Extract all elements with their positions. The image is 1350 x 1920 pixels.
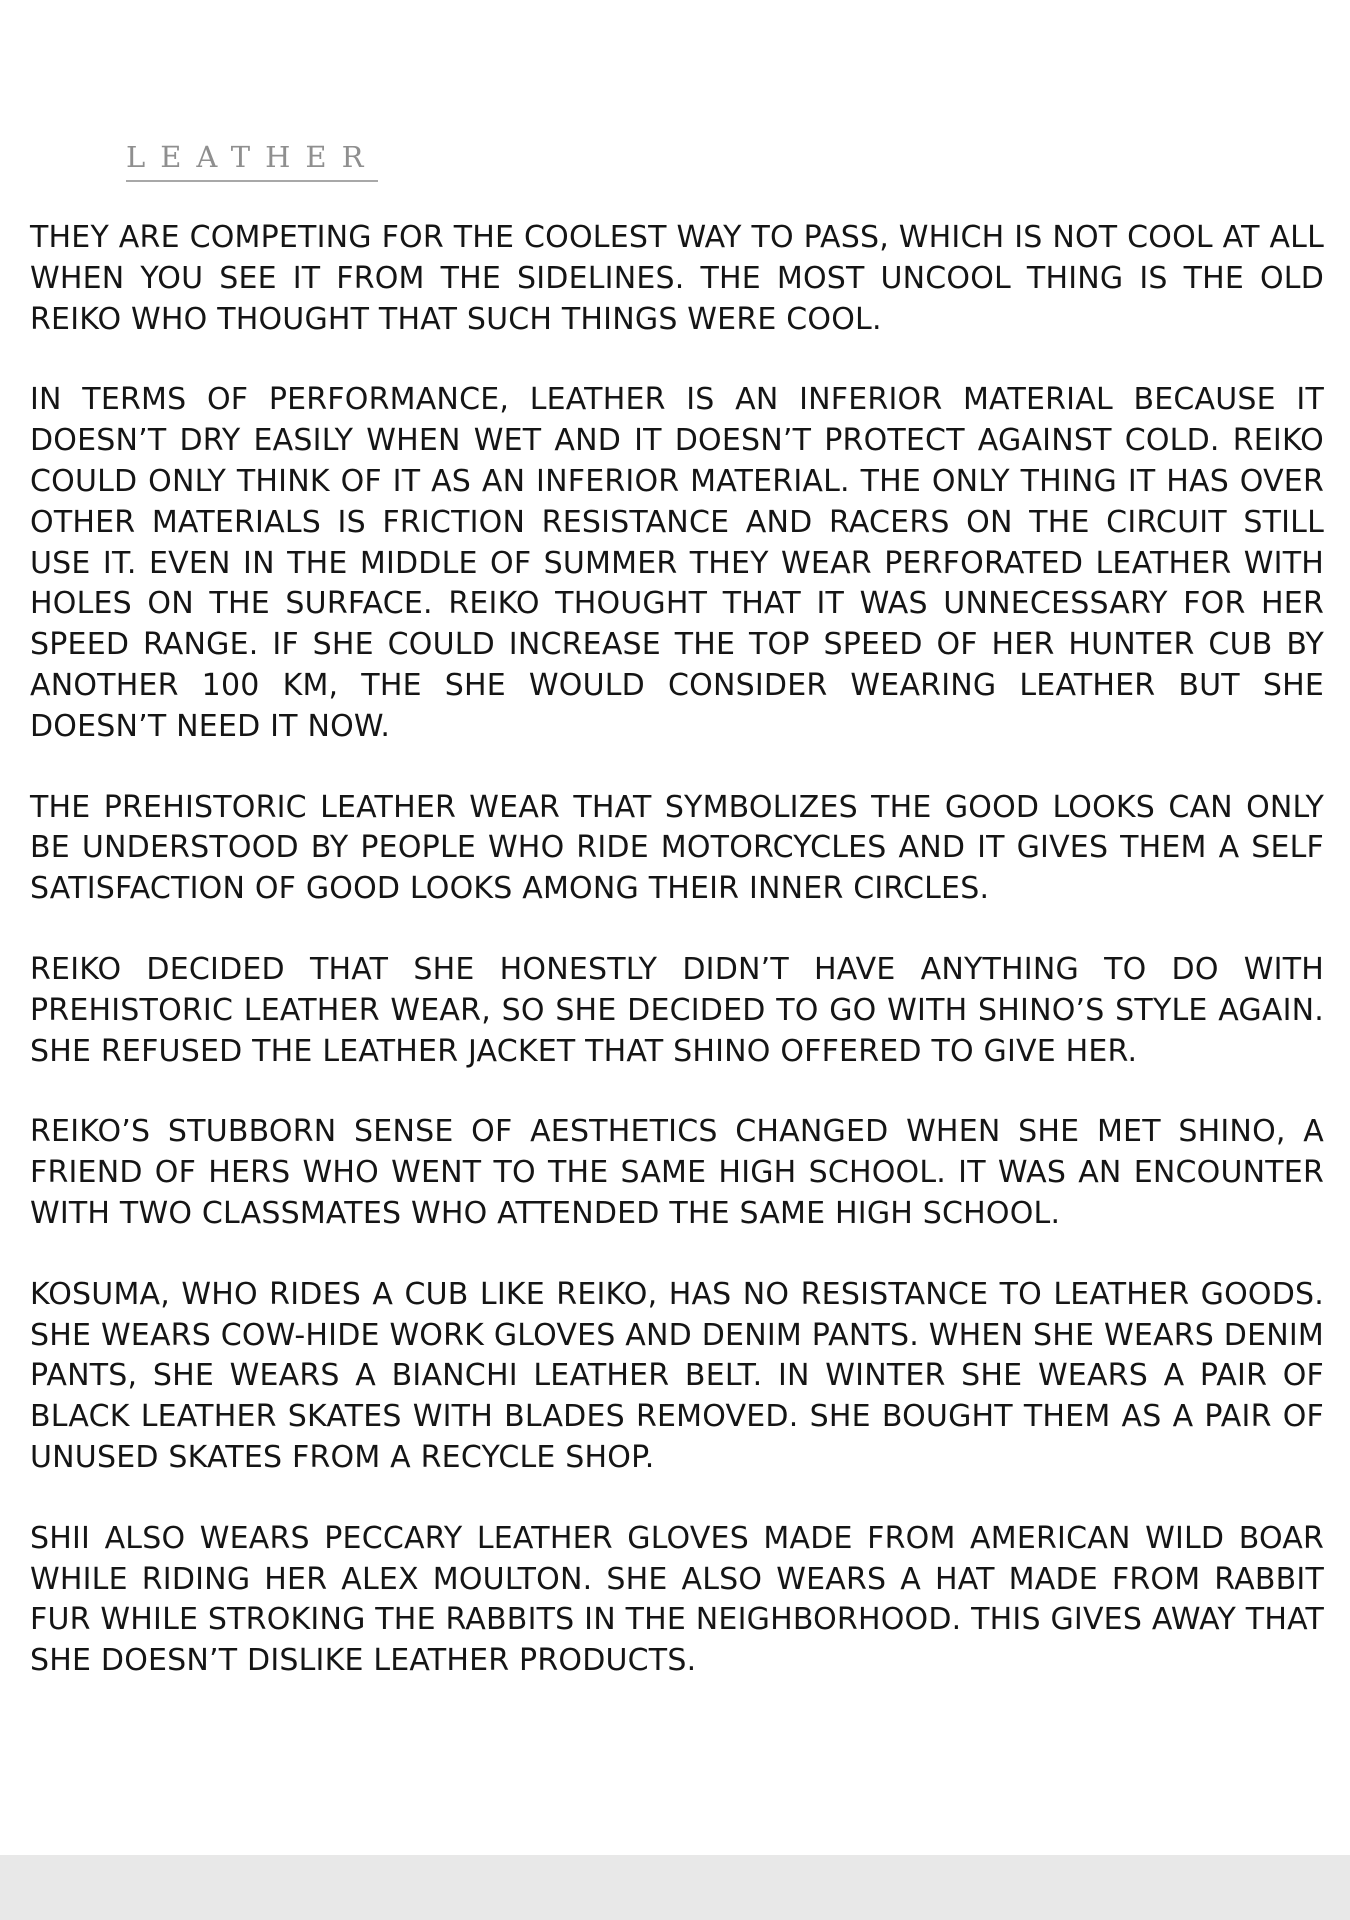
paragraph-3: THE PREHISTORIC LEATHER WEAR THAT SYMBOLIZES THE GOOD LOOKS CAN ONLY BE UNDERSTOOD BY PEOPLE WHO RIDE MOTORCYCLES AND IT GIVES THEM A SELF SATISFACTION OF GOOD LOOKS AMONG THEIR INNER CIRCLES. — [30, 789, 1324, 907]
paragraph-5: REIKO’S STUBBORN SENSE OF AESTHETICS CHANGED WHEN SHE MET SHINO, A FRIEND OF HERS WHO WENT TO THE SAME HIGH SCHOOL. IT WAS AN ENCOUNTER WITH TWO CLASSMATES WHO ATTENDED THE SAME HIGH SCHOOL. — [30, 1114, 1324, 1231]
paragraph-6: KOSUMA, WHO RIDES A CUB LIKE REIKO, HAS NO RESISTANCE TO LEATHER GOODS. SHE WEARS COW-HIDE WORK GLOVES AND DENIM PANTS. WHEN SHE WEARS DENIM PANTS, SHE WEARS A BIANCHI LEATHER BELT. IN WINTER SHE WEARS A PAIR OF BLACK LEATHER SKATES WITH BLADES REMOVED. SHE BOUGHT THEM AS A PAIR OF UNUSED SKATES FROM A RECYCLE SHOP. — [30, 1276, 1324, 1475]
chapter-title: LEATHER — [126, 140, 378, 182]
paragraph-1: THEY ARE COMPETING FOR THE COOLEST WAY TO PASS, WHICH IS NOT COOL AT ALL WHEN YOU SEE IT FROM THE SIDELINES. THE MOST UNCOOL THING IS THE OLD REIKO WHO THOUGHT THAT SUCH THINGS WERE COOL. — [30, 220, 1324, 337]
paragraph-7: SHII ALSO WEARS PECCARY LEATHER GLOVES MADE FROM AMERICAN WILD BOAR WHILE RIDING HER ALEX MOULTON. SHE ALSO WEARS A HAT MADE FROM RABBIT FUR WHILE STROKING THE RABBITS IN THE NEIGHBORHOOD. THIS GIVES AWAY THAT SHE DOESN’T DISLIKE LEATHER PRODUCTS. — [30, 1520, 1324, 1679]
paragraph-4: REIKO DECIDED THAT SHE HONESTLY DIDN’T HAVE ANYTHING TO DO WITH PREHISTORIC LEATHER WEAR, SO SHE DECIDED TO GO WITH SHINO’S STYLE AGAIN. SHE REFUSED THE LEATHER JACKET THAT SHINO OFFERED TO GIVE HER. — [30, 951, 1324, 1069]
paragraph-2: IN TERMS OF PERFORMANCE, LEATHER IS AN INFERIOR MATERIAL BECAUSE IT DOESN’T DRY EASILY WHEN WET AND IT DOESN’T PROTECT AGAINST COLD. REIKO COULD ONLY THINK OF IT AS AN INFERIOR MATERIAL. THE ONLY THING IT HAS OVER OTHER MATERIALS IS FRICTION RESISTANCE AND RACERS ON THE CIRCUIT STILL USE IT. EVEN IN THE MIDDLE OF SUMMER THEY WEAR PERFORATED LEATHER WITH HOLES ON THE SURFACE. REIKO THOUGHT THAT IT WAS UNNECESSARY FOR HER SPEED RANGE. IF SHE COULD INCREASE THE TOP SPEED OF HER HUNTER CUB BY ANOTHER 100 KM, THE SHE WOULD CONSIDER WEARING LEATHER BUT SHE DOESN’T NEED IT NOW. — [30, 382, 1324, 744]
body-text — [30, 218, 1324, 1722]
bottom-margin-strip — [0, 1855, 1350, 1920]
